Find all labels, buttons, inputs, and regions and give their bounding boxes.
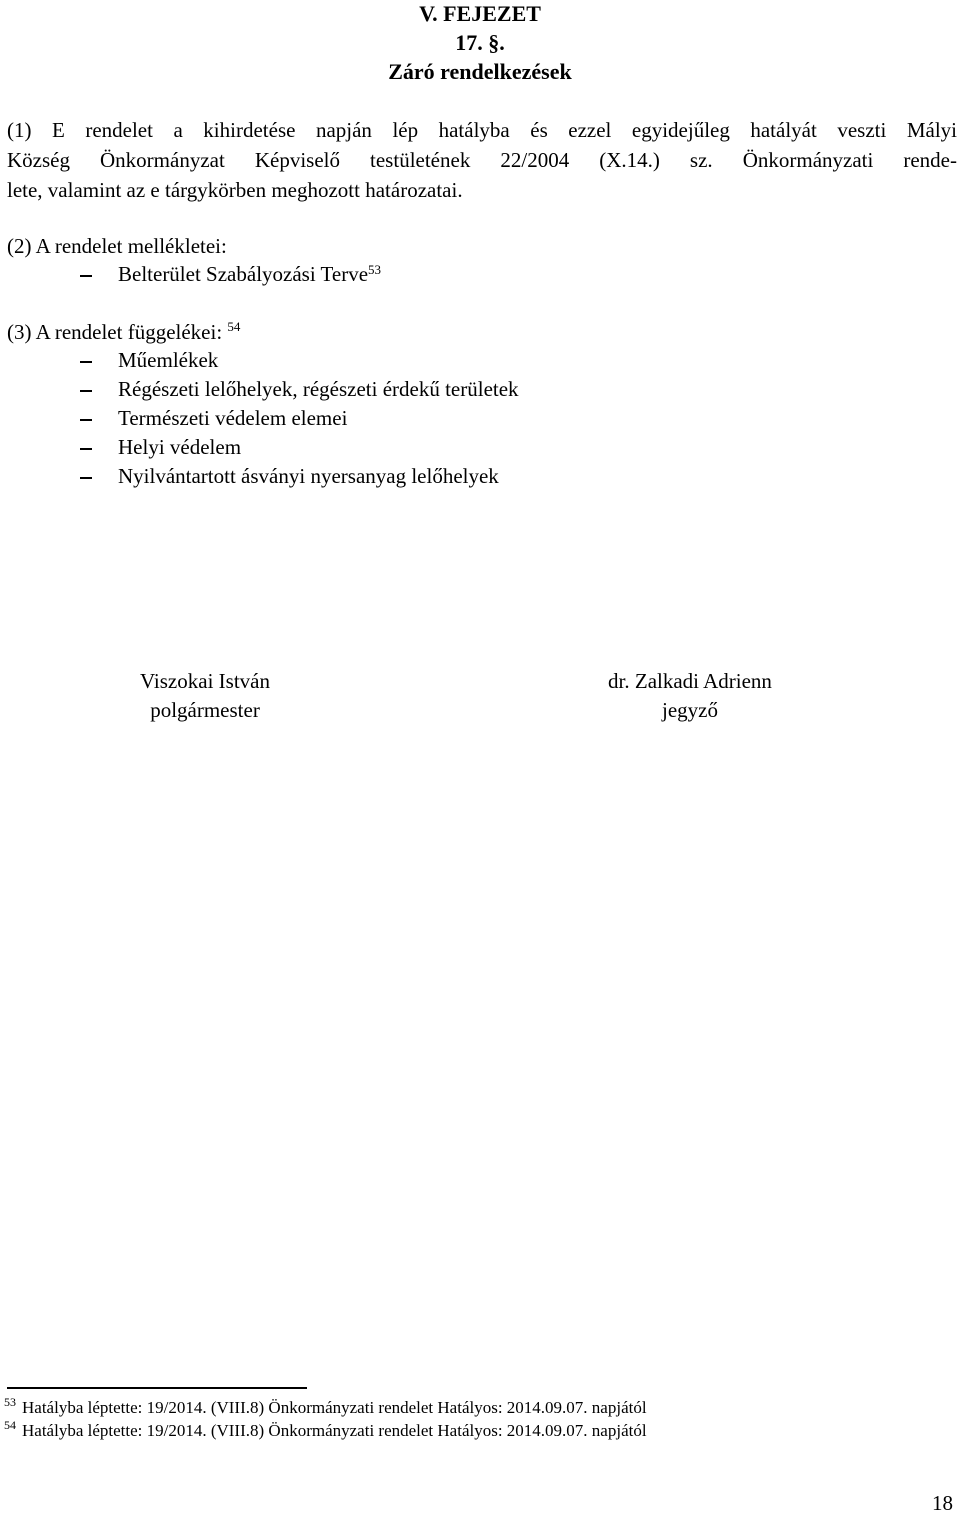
signatory-name: dr. Zalkadi Adrienn [608,669,772,693]
dash-bullet-icon [80,275,92,277]
footnote-text: Hatályba léptette: 19/2014. (VIII.8) Önkormányzati rendelet Hatályos: 2014.09.07. napjától [22,1398,647,1417]
dash-bullet-icon [80,361,92,363]
dash-bullet-icon [80,390,92,392]
page-number: 18 [932,1491,953,1515]
footnote-ref: 54 [227,319,241,334]
signatory-role: jegyző [662,698,718,722]
footnote-number: 53 [4,1395,16,1409]
annex-item-label: Belterület Szabályozási Terve [118,262,369,286]
signatory-role: polgármester [150,698,260,722]
signature-notary [570,667,810,725]
dash-bullet-icon [80,448,92,450]
paragraph-3-label-text: (3) A rendelet függelékei: [7,320,223,344]
section-title: Záró rendelkezések [388,59,572,84]
dash-bullet-icon [80,419,92,421]
signatory-name: Viszokai István [140,669,270,693]
dash-bullet-icon [80,477,92,479]
paragraph-3-label [7,317,240,347]
paragraph-1-line-2: Község Önkormányzat Képviselő testületének 22/2004 (X.14.) sz. Önkormányzati rende- [7,148,957,172]
footnote-separator [7,1387,307,1389]
paragraph-2-label: (2) A rendelet mellékletei: [7,234,227,258]
list-item-text: Helyi védelem [118,435,242,459]
signature-mayor [95,667,315,725]
paragraph-1-line-1: (1) E rendelet a kihirdetése napján lép hatályba és ezzel egyidejűleg hatályát veszti Mályi [7,118,957,142]
list-item-text [118,260,381,289]
list-item-text: Természeti védelem elemei [118,406,348,430]
footnote-text: Hatályba léptette: 19/2014. (VIII.8) Önkormányzati rendelet Hatályos: 2014.09.07. napjától [22,1421,647,1440]
section-heading: 17. §. [455,30,505,55]
chapter-heading: V. FEJEZET [419,1,541,26]
footnote-number: 54 [4,1418,16,1432]
list-item-text: Nyilvántartott ásványi nyersanyag lelőhelyek [118,464,499,488]
list-item-text: Régészeti lelőhelyek, régészeti érdekű területek [118,377,519,401]
footnote-ref: 53 [368,262,382,277]
paragraph-1-line-3: lete, valamint az e tárgykörben meghozott határozatai. [7,178,463,202]
list-item-text: Műemlékek [118,348,219,372]
paragraph-1 [7,115,957,205]
